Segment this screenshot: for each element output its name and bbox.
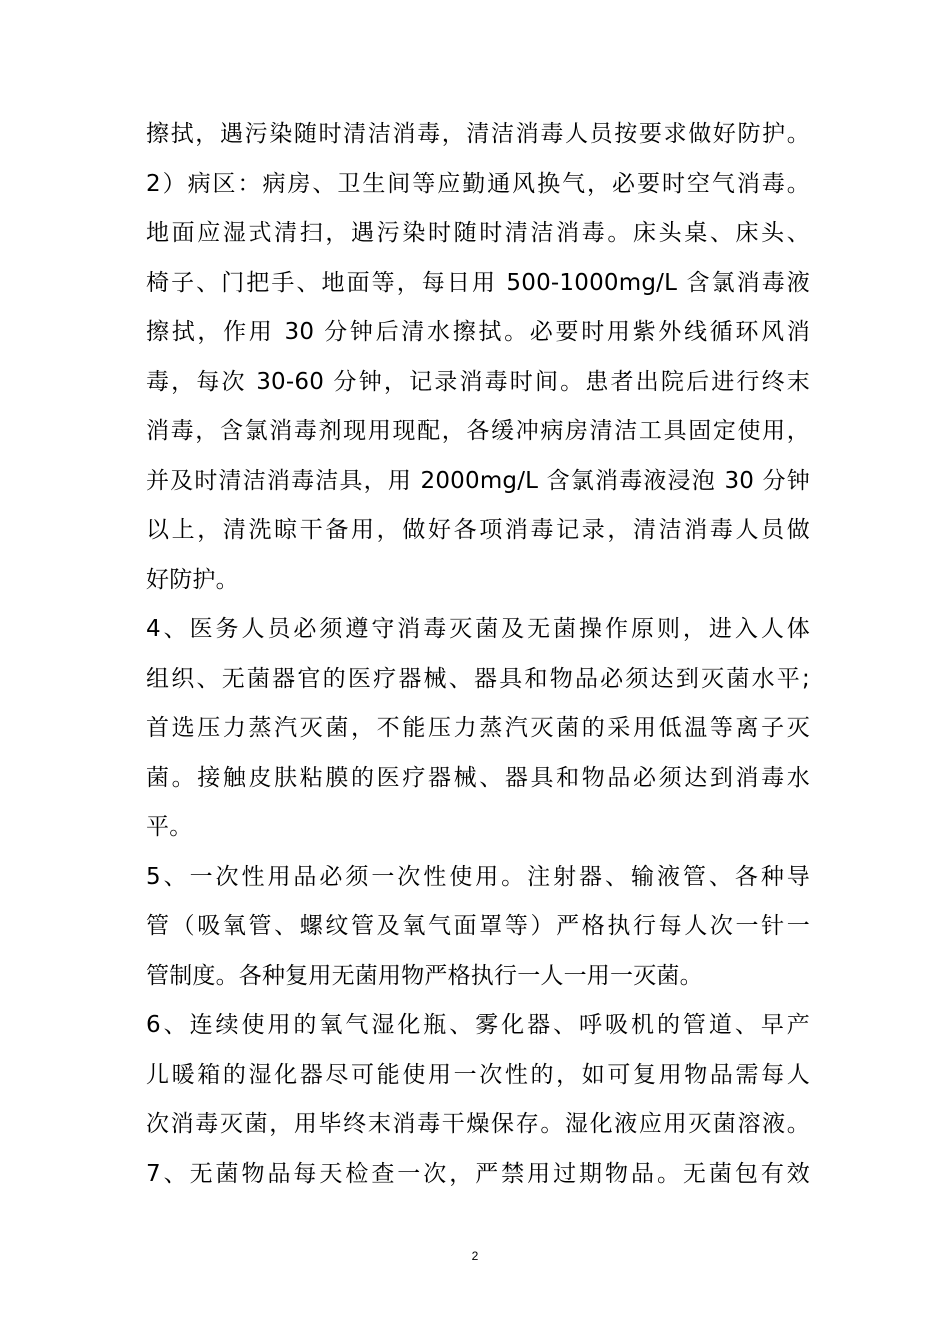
text-line: 消毒，含氯消毒剂现用现配，各缓冲病房清洁工具固定使用， [146,418,810,444]
text-line: 次消毒灭菌，用毕终末消毒干燥保存。湿化液应用灭菌溶液。 [146,1111,810,1137]
text-line: 毒，每次 30-60 分钟，记录消毒时间。患者出院后进行终末 [146,368,810,395]
text-line: 5、一次性用品必须一次性使用。注射器、输液管、各种导 [146,863,810,890]
text-line: 管（吸氧管、螺纹管及氧气面罩等）严格执行每人次一针一 [146,913,810,939]
text-line: 好防护。 [146,566,239,593]
text-line: 管制度。各种复用无菌用物严格执行一人一用一灭菌。 [146,962,703,989]
text-line: 擦拭，作用 30 分钟后清水擦拭。必要时用紫外线循环风消 [146,319,810,345]
text-line: 擦拭，遇污染随时清洁消毒，清洁消毒人员按要求做好防护。 [146,121,810,147]
text-line: 组织、无菌器官的医疗器械、器具和物品必须达到灭菌水平; [146,665,810,692]
text-line: 并及时清洁消毒洁具，用 2000mg/L 含氯消毒液浸泡 30 分钟 [146,467,810,494]
text-line: 平。 [146,814,193,840]
text-line: 6、连续使用的氧气湿化瓶、雾化器、呼吸机的管道、早产 [146,1012,810,1038]
text-line: 首选压力蒸汽灭菌，不能压力蒸汽灭菌的采用低温等离子灭 [146,715,810,741]
text-line: 儿暖箱的湿化器尽可能使用一次性的，如可复用物品需每人 [146,1061,810,1088]
text-line: 7、无菌物品每天检查一次，严禁用过期物品。无菌包有效 [146,1160,810,1187]
text-line: 菌。接触皮肤粘膜的医疗器械、器具和物品必须达到消毒水 [146,764,810,791]
text-line: 4、医务人员必须遵守消毒灭菌及无菌操作原则，进入人体 [146,616,810,642]
page-number: 2 [471,1249,479,1263]
text-line: 以上，清洗晾干备用，做好各项消毒记录，清洁消毒人员做 [146,517,810,543]
text-line: 2）病区：病房、卫生间等应勤通风换气，必要时空气消毒。 [146,170,810,197]
text-line: 椅子、门把手、地面等，每日用 500-1000mg/L 含氯消毒液 [146,269,810,296]
text-line: 地面应湿式清扫，遇污染时随时清洁消毒。床头桌、床头、 [146,220,810,246]
body-text [146,110,810,1199]
